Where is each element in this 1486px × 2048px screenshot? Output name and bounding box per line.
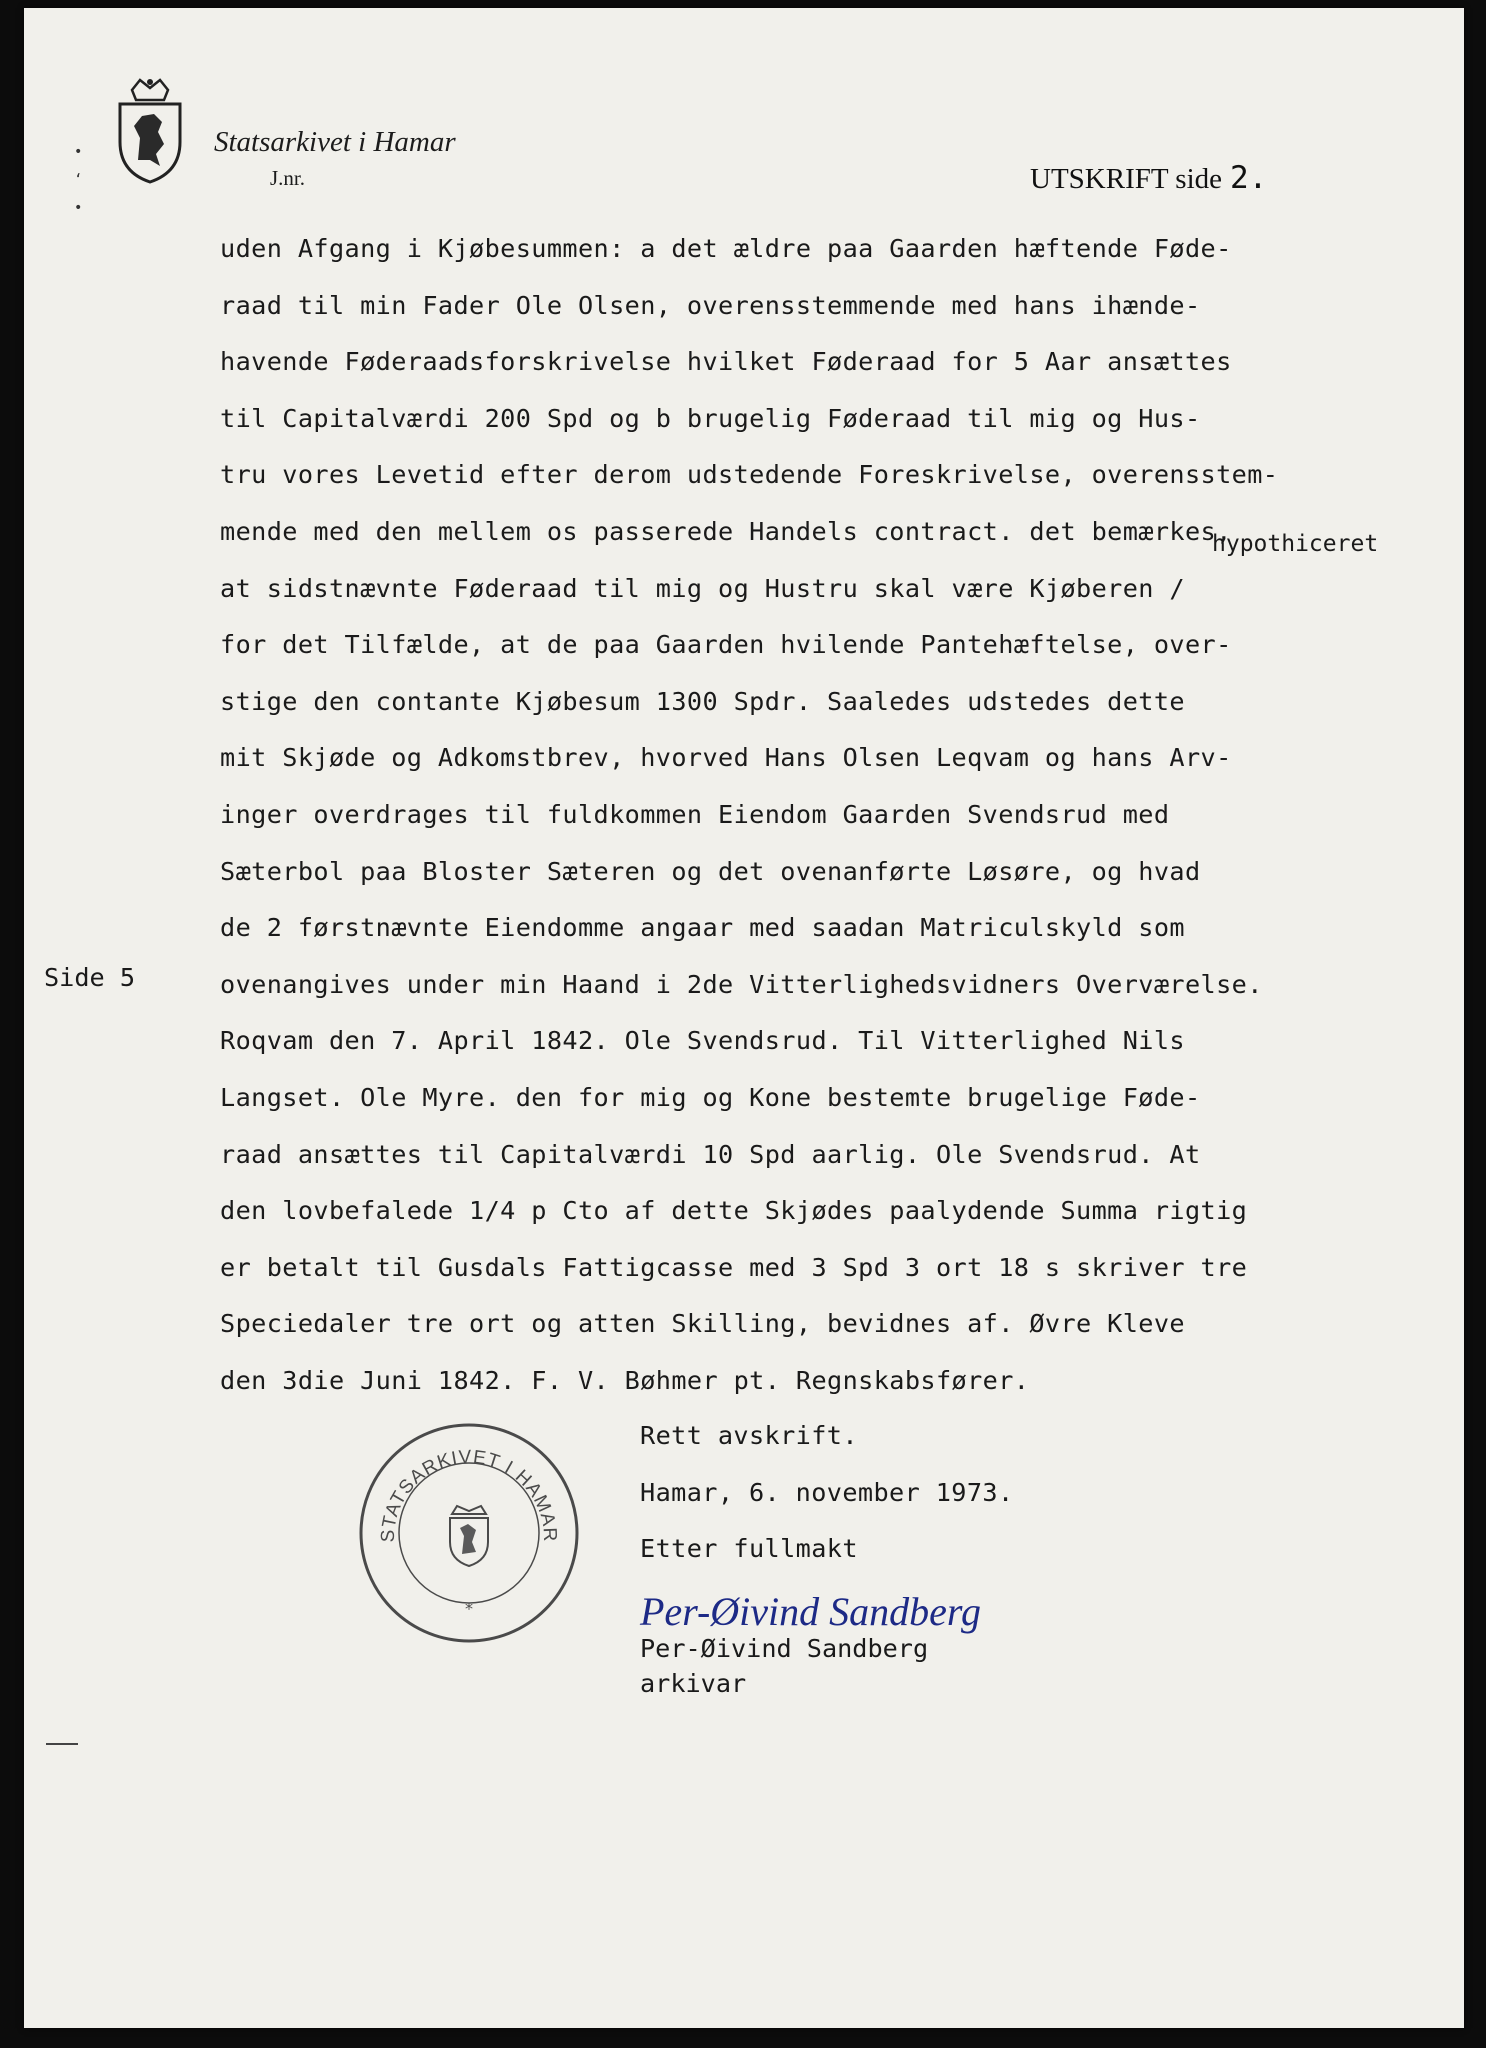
transcript-body	[220, 221, 1430, 1409]
certification-line: Rett avskrift.	[640, 1421, 858, 1450]
document-page	[24, 8, 1464, 2028]
text-line: Speciedaler tre ort og atten Skilling, bevidnes af. Øvre Kleve	[220, 1309, 1185, 1339]
handwritten-signature: Per-Øivind Sandberg	[640, 1589, 981, 1634]
text-line: Langset. Ole Myre. den for mig og Kone bestemte brugelige Føde-	[220, 1082, 1201, 1112]
text-line: de 2 førstnævnte Eiendomme angaar med saadan Matriculskyld som	[220, 913, 1185, 943]
archive-stamp	[354, 1418, 584, 1648]
certification-line: Hamar, 6. november 1973.	[640, 1477, 1014, 1507]
page-label-text: UTSKRIFT side	[1030, 163, 1223, 195]
margin-marks: • ‘ •	[74, 144, 83, 216]
text-line: mende med den mellem os passerede Handels contract. det bemærkes,	[220, 516, 1232, 546]
text-line: inger overdrages til fuldkommen Eiendom Gaarden Svendsrud med	[220, 799, 1170, 829]
signer-name: Per-Øivind Sandberg	[640, 1634, 929, 1663]
text-line: Roqvam den 7. April 1842. Ole Svendsrud. Til Vitterlighed Nils	[220, 1026, 1185, 1056]
text-line: til Capitalværdi 200 Spd og b brugelig Føderaad til mig og Hus-	[220, 403, 1201, 433]
text-line: for det Tilfælde, at de paa Gaarden hvilende Pantehæftelse, over-	[220, 630, 1232, 660]
text-line: raad til min Fader Ole Olsen, overensstemmende med hans ihænde-	[220, 290, 1201, 320]
margin-side-note: Side 5	[44, 963, 135, 992]
text-line: den 3die Juni 1842. F. V. Bøhmer pt. Regnskabsfører.	[220, 1365, 1030, 1395]
text-line: mit Skjøde og Adkomstbrev, hvorved Hans Olsen Leqvam og hans Arv-	[220, 743, 1232, 773]
text-line: ovenangives under min Haand i 2de Vitterlighedsvidners Overværelse.	[220, 969, 1263, 999]
text-line: Sæterbol paa Bloster Sæteren og det ovenanførte Løsøre, og hvad	[220, 856, 1201, 886]
institution-name: Statsarkivet i Hamar	[214, 126, 456, 158]
signer-title: arkivar	[640, 1669, 747, 1698]
text-line: uden Afgang i Kjøbesummen: a det ældre paa Gaarden hæftende Føde-	[220, 234, 1232, 263]
text-line: den lovbefalede 1/4 p Cto af dette Skjødes paalydende Summa rigtig	[220, 1196, 1248, 1226]
text-line: at sidstnævnte Føderaad til mig og Hustru skal være Kjøberen /	[220, 573, 1185, 603]
coat-of-arms-icon	[110, 76, 190, 186]
page-label	[1030, 160, 1267, 196]
page-number: 2.	[1230, 160, 1268, 196]
svg-text:*: *	[465, 1599, 473, 1618]
journal-number-label: J.nr.	[270, 166, 306, 190]
text-line: raad ansættes til Capitalværdi 10 Spd aarlig. Ole Svendsrud. At	[220, 1139, 1201, 1169]
text-line: er betalt til Gusdals Fattigcasse med 3 Spd 3 ort 18 s skriver tre	[220, 1252, 1248, 1282]
interlinear-insertion: hypothiceret	[1212, 531, 1379, 557]
text-line: tru vores Levetid efter derom udstedende Foreskrivelse, overensstem-	[220, 460, 1279, 490]
stamp-text: STATSARKIVET I HAMAR	[377, 1446, 561, 1543]
certification-line: Etter fullmakt	[640, 1534, 858, 1564]
text-line: havende Føderaadsforskrivelse hvilket Føderaad for 5 Aar ansættes	[220, 347, 1232, 377]
text-line: stige den contante Kjøbesum 1300 Spdr. Saaledes udstedes dette	[220, 686, 1185, 716]
margin-dash	[46, 1743, 78, 1745]
certification-block	[640, 1408, 1014, 1578]
